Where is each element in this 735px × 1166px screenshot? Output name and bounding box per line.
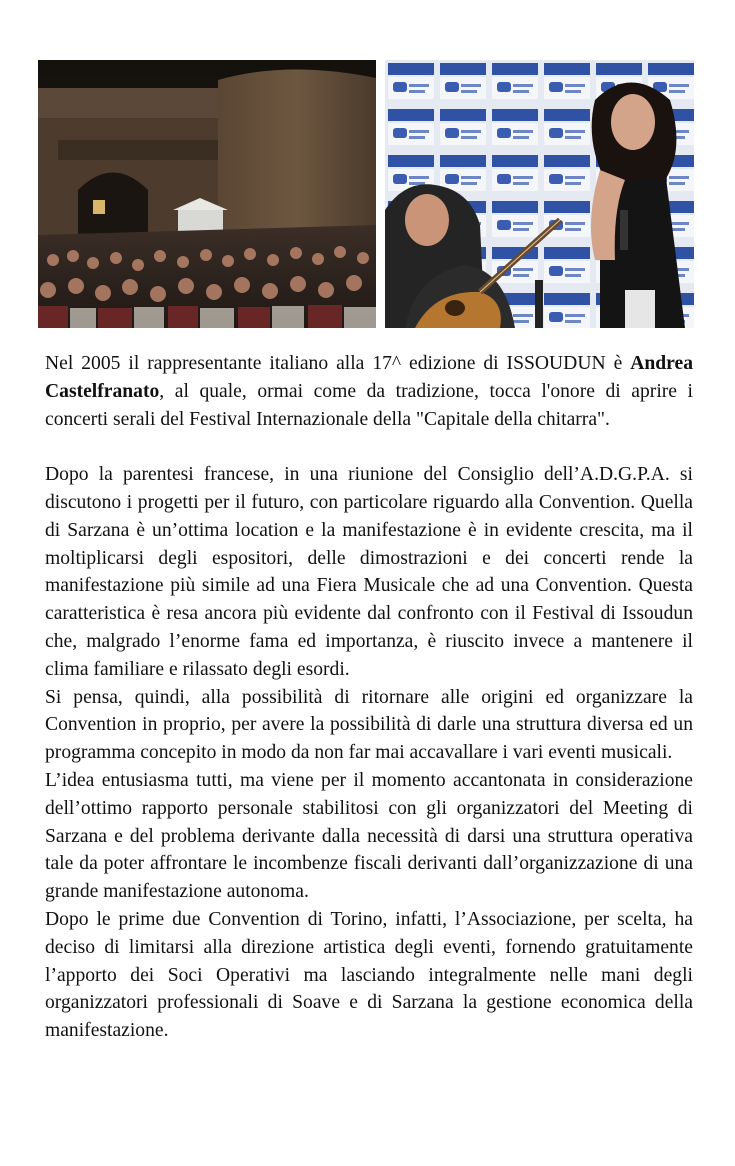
paragraph-issoudun-rest: , al quale, ormai come da tradizione, tocca l'onore di aprire i concerti serali del Festival Internazionale della "Capitale della chitarra". bbox=[45, 380, 693, 430]
photo-strip bbox=[38, 60, 694, 328]
article-body bbox=[45, 350, 693, 1045]
paragraph-artistic-direction: Dopo le prime due Convention di Torino, infatti, l’Associazione, per scelta, ha deciso di limitarsi alla direzione artistica degli eventi, fornendo gratuitamente l’apporto dei Soci Operativi ma lasciando integralmente nelle mani degli organizzatori professionali di Soave e di Sarzana la gestione economica della manifestazione. bbox=[45, 908, 693, 1042]
castle-audience-image bbox=[38, 60, 376, 328]
concert-crowd-photo bbox=[38, 60, 376, 328]
artist-name: Andrea Castelfranato bbox=[45, 353, 693, 402]
paragraph-idea-postponed: L’idea entusiasma tutti, ma viene per il momento accantonata in considerazione dell’ottimo rapporto personale stabilitosi con gli organizzatori del Meeting di Sarzana e del problema derivante dalla necessità di darsi una struttura operativa tale da poter affrontare le incombenze fiscali derivanti dall’organizzazione di una grande manifestazione autonoma. bbox=[45, 769, 693, 903]
paragraph-convention-growth: Dopo la parentesi francese, in una riunione del Consiglio dell’A.D.G.P.A. si discutono i progetti per il futuro, con particolare riguardo alla Convention. Quella di Sarzana è un’ottima location e la manifestazione è in evidente crescita, ma il moltiplicarsi degli espositori, delle dimostrazioni e dei concerti rende la manifestazione più simile ad una Fiera Musicale che ad una Convention. Questa caratteristica è resa ancora più evidente dal confronto con il Festival di Issoudun che, malgrado l’enorme fama ed importanza, è riuscito invece a mantenere il clima familiare e rilassato degli esordi. bbox=[45, 464, 693, 680]
guitarist-singer-image bbox=[385, 60, 694, 328]
paragraph-return-to-origins: Si pensa, quindi, alla possibilità di ritornare alle origini ed organizzare la Convention in proprio, per avere la possibilità di darle una struttura diversa ed un programma concepito in modo da non far mai accavallare i vari eventi musicali. bbox=[45, 686, 693, 764]
paragraph-issoudun bbox=[45, 350, 693, 433]
performers-photo bbox=[385, 60, 694, 328]
paragraph-issoudun-intro: Nel 2005 il rappresentante italiano alla 17^ edizione di ISSOUDUN è bbox=[45, 353, 631, 374]
